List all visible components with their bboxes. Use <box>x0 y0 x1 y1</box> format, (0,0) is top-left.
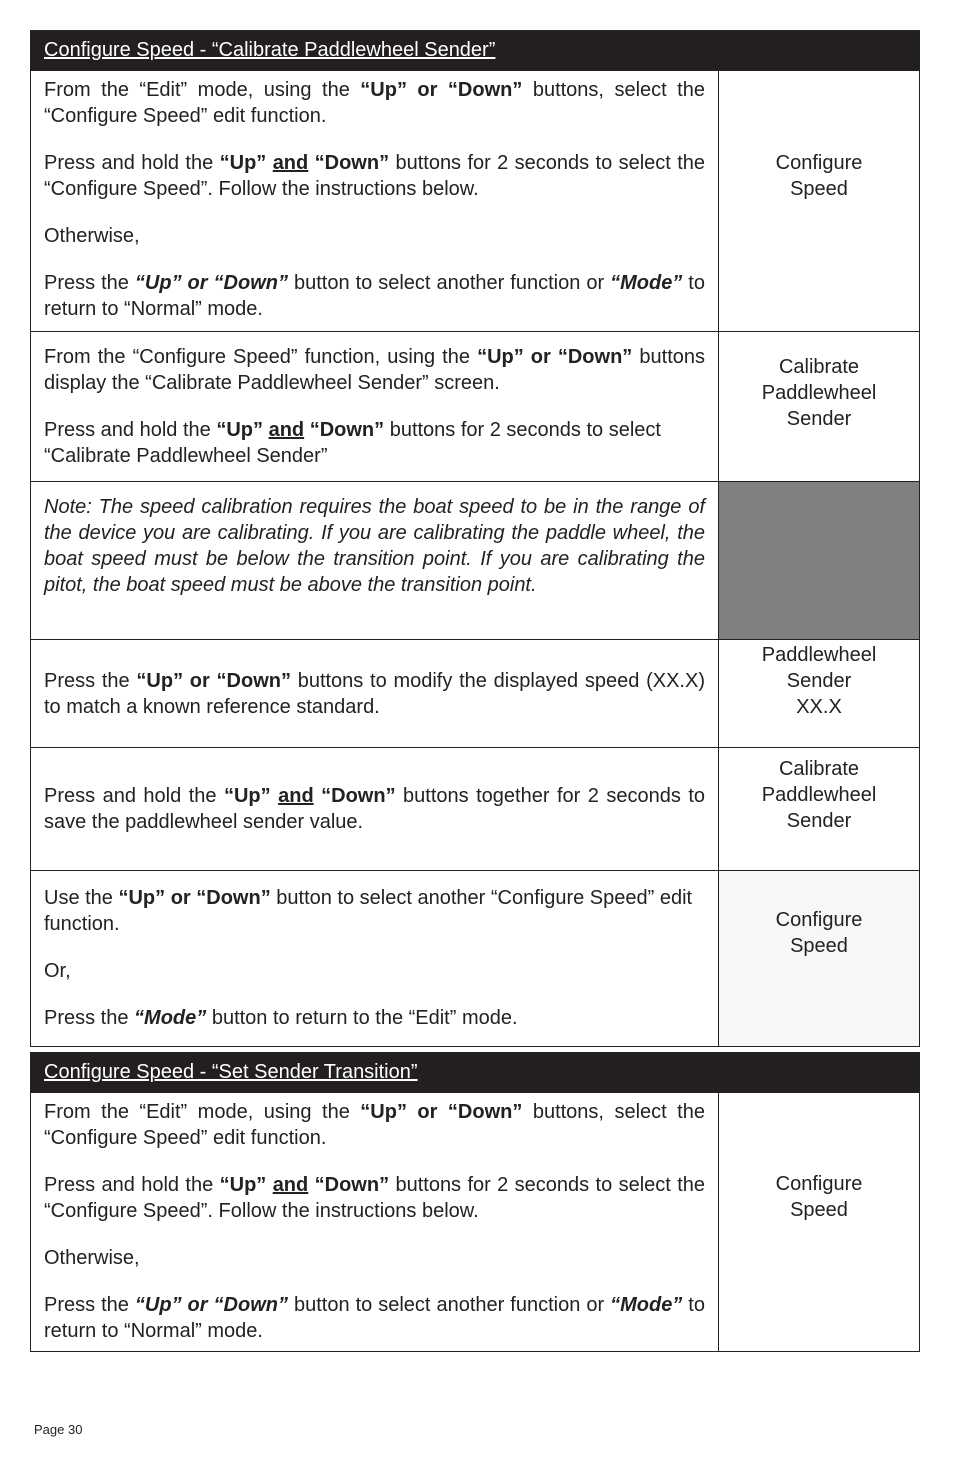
table-row <box>31 870 919 1046</box>
display-cell <box>719 748 919 870</box>
note-text: Note: The speed calibration requires the boat speed to be in the range of the device you are calibrating. If you are calibrating the paddle wheel, the boat speed must be below the transition point. If you are calibrating the pitot, the boat speed must be above the transition point. <box>44 496 705 596</box>
table-row <box>31 747 919 870</box>
instruction-paragraph: Press and hold the “Up” and “Down” buttons together for 2 seconds to save the paddlewheel sender value. <box>44 785 705 833</box>
instruction-paragraph: From the “Edit” mode, using the “Up” or “Down” buttons, select the “Configure Speed” edit function. <box>44 1101 705 1149</box>
table-row <box>31 71 919 331</box>
display-text: Calibrate <box>778 758 860 780</box>
display-text: Speed <box>790 178 848 200</box>
instruction-cell <box>31 640 719 747</box>
calibrate-paddlewheel-table <box>30 30 920 1047</box>
display-text: Speed <box>790 935 848 957</box>
display-cell <box>719 1093 919 1351</box>
set-sender-transition-table <box>30 1052 920 1352</box>
display-text: Speed <box>790 1199 848 1221</box>
instruction-cell <box>31 748 719 870</box>
empty-display-cell <box>719 482 919 639</box>
display-cell <box>719 871 919 1046</box>
display-text: XX.X <box>796 696 842 718</box>
instruction-paragraph: Use the “Up” or “Down” button to select another “Configure Speed” edit function. <box>44 887 693 935</box>
display-cell <box>719 640 919 747</box>
section-title: Configure Speed - “Set Sender Transition” <box>31 1053 919 1093</box>
page-number: Page 30 <box>34 1422 83 1437</box>
display-text: Sender <box>786 408 852 430</box>
display-cell <box>719 332 919 481</box>
display-text: Configure <box>775 1173 863 1195</box>
instruction-paragraph: Press and hold the “Up” and “Down” buttons for 2 seconds to select the “Configure Speed”. Follow the instructions below. <box>44 152 706 200</box>
display-text: Configure <box>775 909 863 931</box>
note-cell <box>31 482 719 639</box>
display-text: Paddlewheel <box>761 382 877 404</box>
display-text: Calibrate <box>778 356 860 378</box>
instruction-paragraph: Or, <box>44 960 71 982</box>
display-text: Sender <box>786 670 852 692</box>
display-text: Configure <box>775 152 863 174</box>
display-text: Sender <box>786 810 852 832</box>
section-title: Configure Speed - “Calibrate Paddlewheel Sender” <box>31 31 919 71</box>
instruction-paragraph: Otherwise, <box>44 225 140 247</box>
instruction-paragraph: From the “Configure Speed” function, using the “Up” or “Down” buttons display the “Calibrate Paddlewheel Sender” screen. <box>44 346 705 394</box>
instruction-paragraph: Press the “Mode” button to return to the “Edit” mode. <box>44 1007 518 1029</box>
instruction-cell <box>31 1093 719 1351</box>
instruction-cell <box>31 71 719 331</box>
display-text: Paddlewheel <box>761 784 877 806</box>
table-row <box>31 331 919 481</box>
instruction-cell <box>31 871 719 1046</box>
table-row <box>31 1093 919 1351</box>
instruction-cell <box>31 332 719 481</box>
instruction-paragraph: Press and hold the “Up” and “Down” buttons for 2 seconds to select the “Configure Speed”. Follow the instructions below. <box>44 1174 706 1222</box>
instruction-paragraph: From the “Edit” mode, using the “Up” or “Down” buttons, select the “Configure Speed” edit function. <box>44 79 705 127</box>
instruction-paragraph: Press and hold the “Up” and “Down” buttons for 2 seconds to select “Calibrate Paddlewheel Sender” <box>44 419 661 467</box>
instruction-paragraph: Press the “Up” or “Down” buttons to modify the displayed speed (XX.X) to match a known reference standard. <box>44 669 705 718</box>
instruction-paragraph: Press the “Up” or “Down” button to select another function or “Mode” to return to “Normal” mode. <box>44 1294 705 1342</box>
display-cell <box>719 71 919 331</box>
table-row <box>31 481 919 639</box>
table-row <box>31 639 919 747</box>
instruction-paragraph: Press the “Up” or “Down” button to select another function or “Mode” to return to “Normal” mode. <box>44 272 705 320</box>
instruction-paragraph: Otherwise, <box>44 1247 140 1269</box>
display-text: Paddlewheel <box>761 644 877 666</box>
